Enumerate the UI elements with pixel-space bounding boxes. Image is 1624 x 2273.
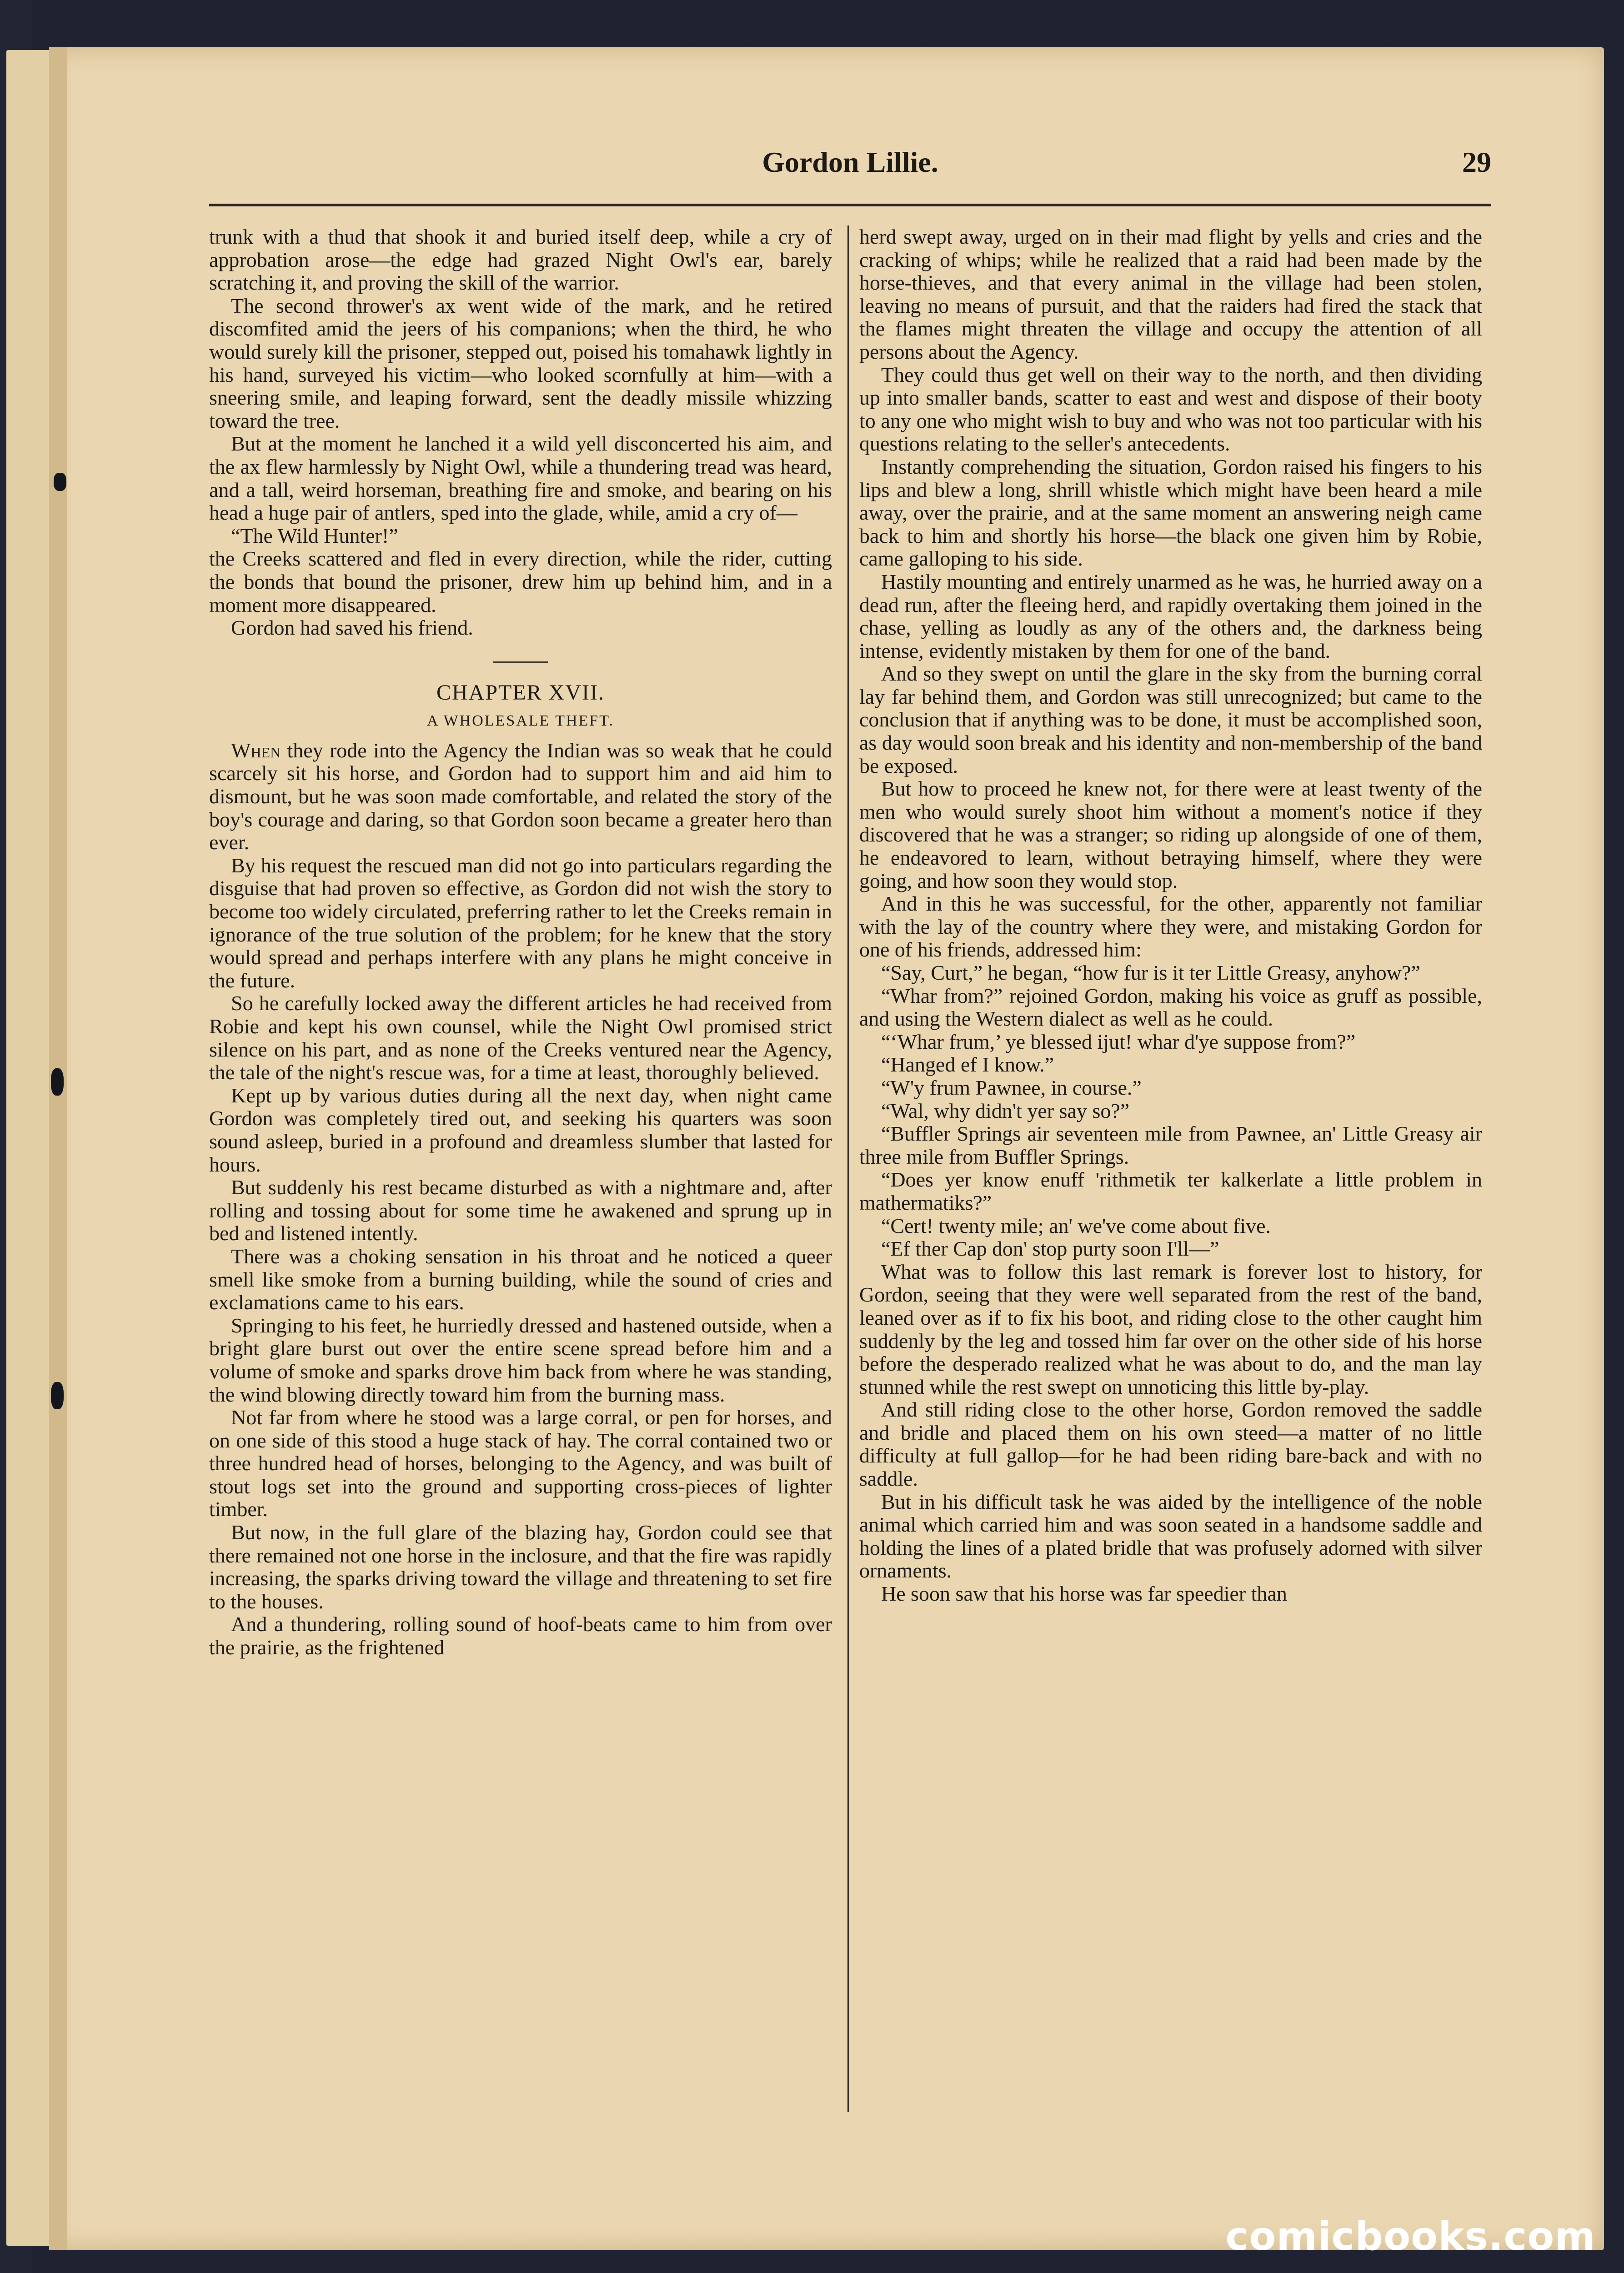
paragraph: The second thrower's ax went wide of the mark, and he retired discomfited amid the jeers of his companions; when the third, he who would surely kill the prisoner, stepped out, poised his tomahawk lightly in his hand, surveyed his victim—who looked scornfully at him—with a sneering smile, and leaping forward, sent the deadly missile whizzing toward the tree.	[209, 294, 832, 432]
paragraph: Not far from where he stood was a large corral, or pen for horses, and on one side of this stood a huge stack of hay. The corral contained two or three hundred head of horses, belonging to the Agency, and was built of stout logs set into the ground and supporting cross-pieces of lighter timber.	[209, 1406, 832, 1521]
dialogue-line: “W'y frum Pawnee, in course.”	[881, 1076, 1142, 1099]
paragraph: So he carefully locked away the different articles he had received from Robie and kept his own counsel, while the Night Owl promised strict silence on his part, and as none of the Creeks ventured near the Agency, the tale of the night's rescue was, for a time at least, thoroughly believed.	[209, 991, 832, 1084]
left-column	[209, 225, 832, 2126]
dialogue-line: “Buffler Springs air seventeen mile from Pawnee, an' Little Greasy air three mile from Buffler Springs.	[859, 1122, 1482, 1168]
dialogue-line: “Cert! twenty mile; an' we've come about five.	[881, 1214, 1271, 1237]
paragraph: And in this he was successful, for the other, apparently not familiar with the lay of the country where they were, and mistaking Gordon for one of his friends, addressed him:	[859, 892, 1482, 961]
right-column	[859, 225, 1482, 2126]
site-watermark: comicbooks.com	[1225, 2214, 1596, 2259]
running-title: Gordon Lillie.	[762, 146, 938, 178]
chapter-subtitle: A WHOLESALE THEFT.	[427, 712, 614, 730]
paragraph: He soon saw that his horse was far speedier than	[881, 1582, 1287, 1606]
chapter-title: CHAPTER XVII.	[436, 680, 605, 705]
page-binding	[49, 47, 67, 2250]
paragraph: And so they swept on until the glare in the sky from the burning corral lay far behind them, and Gordon was still unrecognized; but came to the conclusion that if anything was to be done, it must be accomplished soon, as day would soon break and his identity and non-membership of the band be exposed.	[859, 662, 1482, 777]
paragraph: Springing to his feet, he hurriedly dressed and hastened outside, when a bright glare burst out over the entire scene spread before him and a volume of smoke and sparks drove him back from where he was standing, the wind blowing directly toward him from the burning mass.	[209, 1313, 832, 1406]
paragraph: But how to proceed he knew not, for there were at least twenty of the men who would surely shoot him without a moment's notice if they discovered that he was a stranger; so riding up alongside of one of them, he endeavored to learn, without betraying himself, where they were going, and how soon they would stop.	[859, 777, 1482, 892]
paragraph: But at the moment he lanched it a wild yell disconcerted his aim, and the ax flew harmlessly by Night Owl, while a thundering tread was heard, and a tall, weird horseman, breathing fire and smoke, and bearing on his head a huge pair of antlers, sped into the glade, while, amid a cry of—	[209, 432, 832, 525]
dialogue-line: “Say, Curt,” he began, “how fur is it ter Little Greasy, anyhow?”	[881, 961, 1420, 984]
paragraph: “The Wild Hunter!”	[231, 524, 398, 547]
page-header	[209, 145, 1491, 195]
section-divider	[493, 661, 548, 663]
paragraph: And a thundering, rolling sound of hoof-beats came to him from over the prairie, as the frightened	[209, 1612, 832, 1659]
opening-word: When	[231, 738, 281, 762]
dialogue-line: “Whar from?” rejoined Gordon, making his voice as gruff as possible, and using the Western dialect as well as he could.	[859, 984, 1482, 1031]
damage-mark	[54, 473, 66, 491]
paragraph: Hastily mounting and entirely unarmed as he was, he hurried away on a dead run, after the fleeing herd, and rapidly overtaking them joined in the chase, yelling as loudly as any of the others and, the darkness being intense, evidently mistaken by them for one of the band.	[859, 570, 1482, 662]
damage-mark	[51, 1382, 64, 1409]
chapter-opening-paragraph	[209, 739, 832, 854]
dialogue-line: “‘Whar frum,’ ye blessed ijut! whar d'ye suppose from?”	[881, 1030, 1356, 1053]
paragraph: And still riding close to the other horse, Gordon removed the saddle and bridle and placed them on his own steed—a matter of no little difficulty at full gallop—for he had been riding bare-back and with no saddle.	[859, 1398, 1482, 1491]
paragraph: the Creeks scattered and fled in every direction, while the rider, cutting the bonds that bound the prisoner, drew him up behind him, and in a moment more disappeared.	[209, 547, 832, 616]
paragraph: But now, in the full glare of the blazing hay, Gordon could see that there remained not one horse in the inclosure, and that the fire was rapidly increasing, the sparks driving toward the village and threatening to set fire to the houses.	[209, 1521, 832, 1613]
damage-mark	[51, 1068, 64, 1096]
paragraph: What was to follow this last remark is forever lost to history, for Gordon, seeing that they were well separated from the rest of the band, leaned over as if to fix his boot, and riding close to the other caught him suddenly by the leg and tossed him far over on the other side of his horse before the desperado realized what he was about to do, and the man lay stunned while the rest swept on unnoticing this little by-play.	[859, 1260, 1482, 1398]
paragraph: Kept up by various duties during all the next day, when night came Gordon was completely tired out, and seeking his quarters was soon sound asleep, buried in a profound and dreamless slumber that lasted for hours.	[209, 1083, 832, 1176]
paragraph: But in his difficult task he was aided by the intelligence of the noble animal which carried him and was soon seated in a handsome saddle and holding the lines of a plated bridle that was profusely adorned with silver ornaments.	[859, 1490, 1482, 1582]
paragraph: But suddenly his rest became disturbed as with a nightmare and, after rolling and tossing about for some time he awakened and sprung up in bed and listened intently.	[209, 1176, 832, 1245]
dialogue-line: “Hanged ef I know.”	[881, 1053, 1054, 1076]
paragraph: Gordon had saved his friend.	[231, 616, 473, 640]
paragraph: trunk with a thud that shook it and buried itself deep, while a cry of approbation arose—the edge had grazed Night Owl's ear, barely scratching it, and proving the skill of the warrior.	[209, 225, 832, 295]
paragraph: By his request the rescued man did not go into particulars regarding the disguise that had proven so effective, as Gordon did not wish the story to become too widely circulated, preferring rather to let the Creeks remain in ignorance of the true solution of the problem; for he knew that the story would spread and perhaps interfere with any plans he might conceive in the future.	[209, 853, 832, 992]
page-number: 29	[1462, 146, 1491, 178]
paragraph: Instantly comprehending the situation, Gordon raised his fingers to his lips and blew a long, shrill whistle which might have been heard a mile away, over the prairie, and at the same moment an answering neigh came back to him and shortly his horse—the black one given him by Robie, came galloping to his side.	[859, 455, 1482, 571]
dialogue-line: “Does yer know enuff 'rithmetik ter kalkerlate a little problem in mathermatiks?”	[859, 1168, 1482, 1214]
paragraph: There was a choking sensation in his throat and he noticed a queer smell like smoke from a burning building, while the sound of cries and exclamations came to his ears.	[209, 1244, 832, 1314]
column-divider	[847, 225, 849, 2112]
header-rule	[209, 204, 1491, 206]
dialogue-line: “Wal, why didn't yer say so?”	[881, 1099, 1130, 1122]
paragraph: They could thus get well on their way to the north, and then dividing up into smaller bands, scatter to east and west and dispose of their booty to any one who might wish to buy and who was not too particular with his questions relating to the seller's antecedents.	[859, 363, 1482, 456]
dialogue-line: “Ef ther Cap don' stop purty soon I'll—”	[881, 1237, 1219, 1261]
opening-text: they rode into the Agency the Indian was so weak that he could scarcely sit his horse, and Gordon had to support him and aid him to dismount, but he was soon made comfortable, and related the story of the boy's courage and daring, so that Gordon soon became a greater hero than ever.	[209, 738, 832, 854]
paragraph: herd swept away, urged on in their mad flight by yells and cries and the cracking of whips; while he realized that a raid had been made by the horse-thieves, and that every animal in the village had been stolen, leaving no means of pursuit, and that the raiders had fired the stack that the flames might threaten the village and occupy the attention of all persons about the Agency.	[859, 225, 1482, 363]
